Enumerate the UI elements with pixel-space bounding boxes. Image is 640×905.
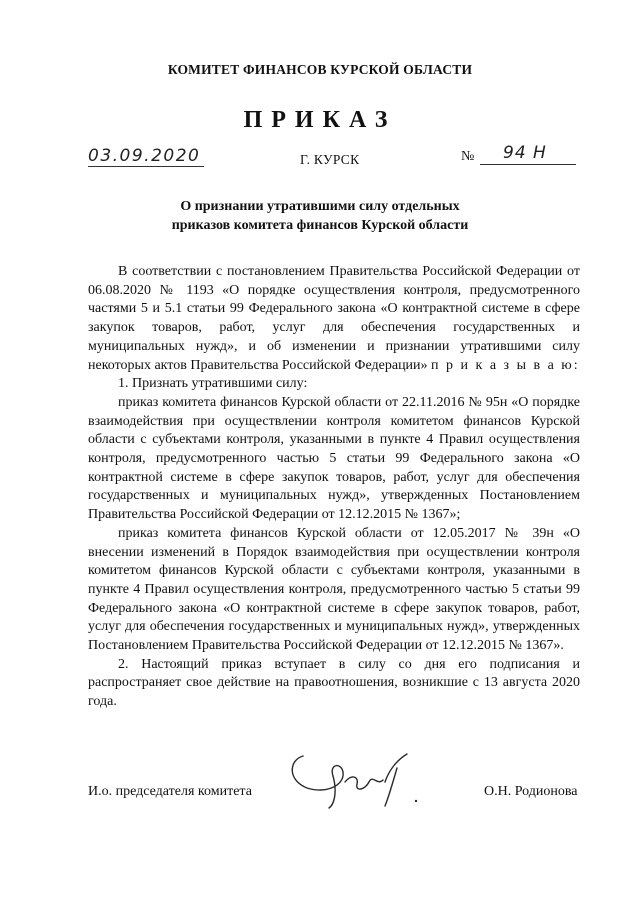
item-1: 1. Признать утратившими силу: (118, 376, 308, 392)
subject-line-2: приказов комитета финансов Курской области (171, 217, 469, 233)
number-underline (480, 164, 576, 165)
handwritten-signature (285, 746, 435, 816)
number-label: № (461, 149, 475, 164)
document-city: Г. КУРСК (300, 152, 360, 167)
intro-text: В соответствии с постановлением Правительства Российской Федерации от 06.08.2020 № 1193 «О порядке осуществления контроля, предусмотренного частями 5 и 5.1 статьи 99 Федерального закона «О контрактной системе в сфере закупок товаров, работ, услуг для обеспечения государственных и муниципальных нужд», и об изменении и признании утратившими силу некоторых актов Правительства Российской Федерации» (88, 264, 580, 373)
document-title: ПРИКАЗ (243, 107, 397, 133)
subject-line-1: О признании утратившими силу отдельных (180, 199, 460, 214)
document-date: 03.09.2020 (88, 146, 201, 166)
item-1a: приказ комитета финансов Курской области от 22.11.2016 № 95н «О порядке взаимодействия при осуществлении контроля комитетом финансов Курской области с субъектами контроля, указанными в пункте 4 Правил осуществления контроля, предусмотренного частью 5 статьи 99 Федерального закона «О контрактной системе в сфере закупок товаров, работ, услуг для обеспечения государственных и муниципальных нужд», утвержденных Постановлением Правительства Российской Федерации от 12.12.2015 № 1367»; (88, 394, 580, 523)
intro-paragraph (88, 263, 580, 375)
item-1b: приказ комитета финансов Курской области от 12.05.2017 № 39н «О внесении изменений в Порядок взаимодействия при осуществлении контроля комитетом финансов Курской области с субъектами контроля, указанными в пункте 4 Правил осуществления контроля, предусмотренного частью 5 статьи 99 Федерального закона «О контрактной системе в сфере закупок товаров, работ, услуг для обеспечения государственных и муниципальных нужд», утвержденных Постановлением Правительства Российской Федерации от 12.12.2015 № 1367». (88, 525, 580, 654)
signatory-position: И.о. председателя комитета (88, 784, 252, 799)
item-2: 2. Настоящий приказ вступает в силу со дня его подписания и распространяет свое действие на правоотношения, возникшие с 13 августа 2020 года. (88, 656, 580, 710)
date-underline (88, 166, 204, 167)
organization-name: КОМИТЕТ ФИНАНСОВ КУРСКОЙ ОБЛАСТИ (167, 62, 473, 77)
document-body (88, 263, 580, 712)
document-number: 94 Н (503, 143, 547, 163)
document-subject (0, 198, 640, 235)
signatory-name: О.Н. Родионова (484, 784, 578, 799)
order-word: п р и к а з ы в а ю: (431, 357, 580, 373)
